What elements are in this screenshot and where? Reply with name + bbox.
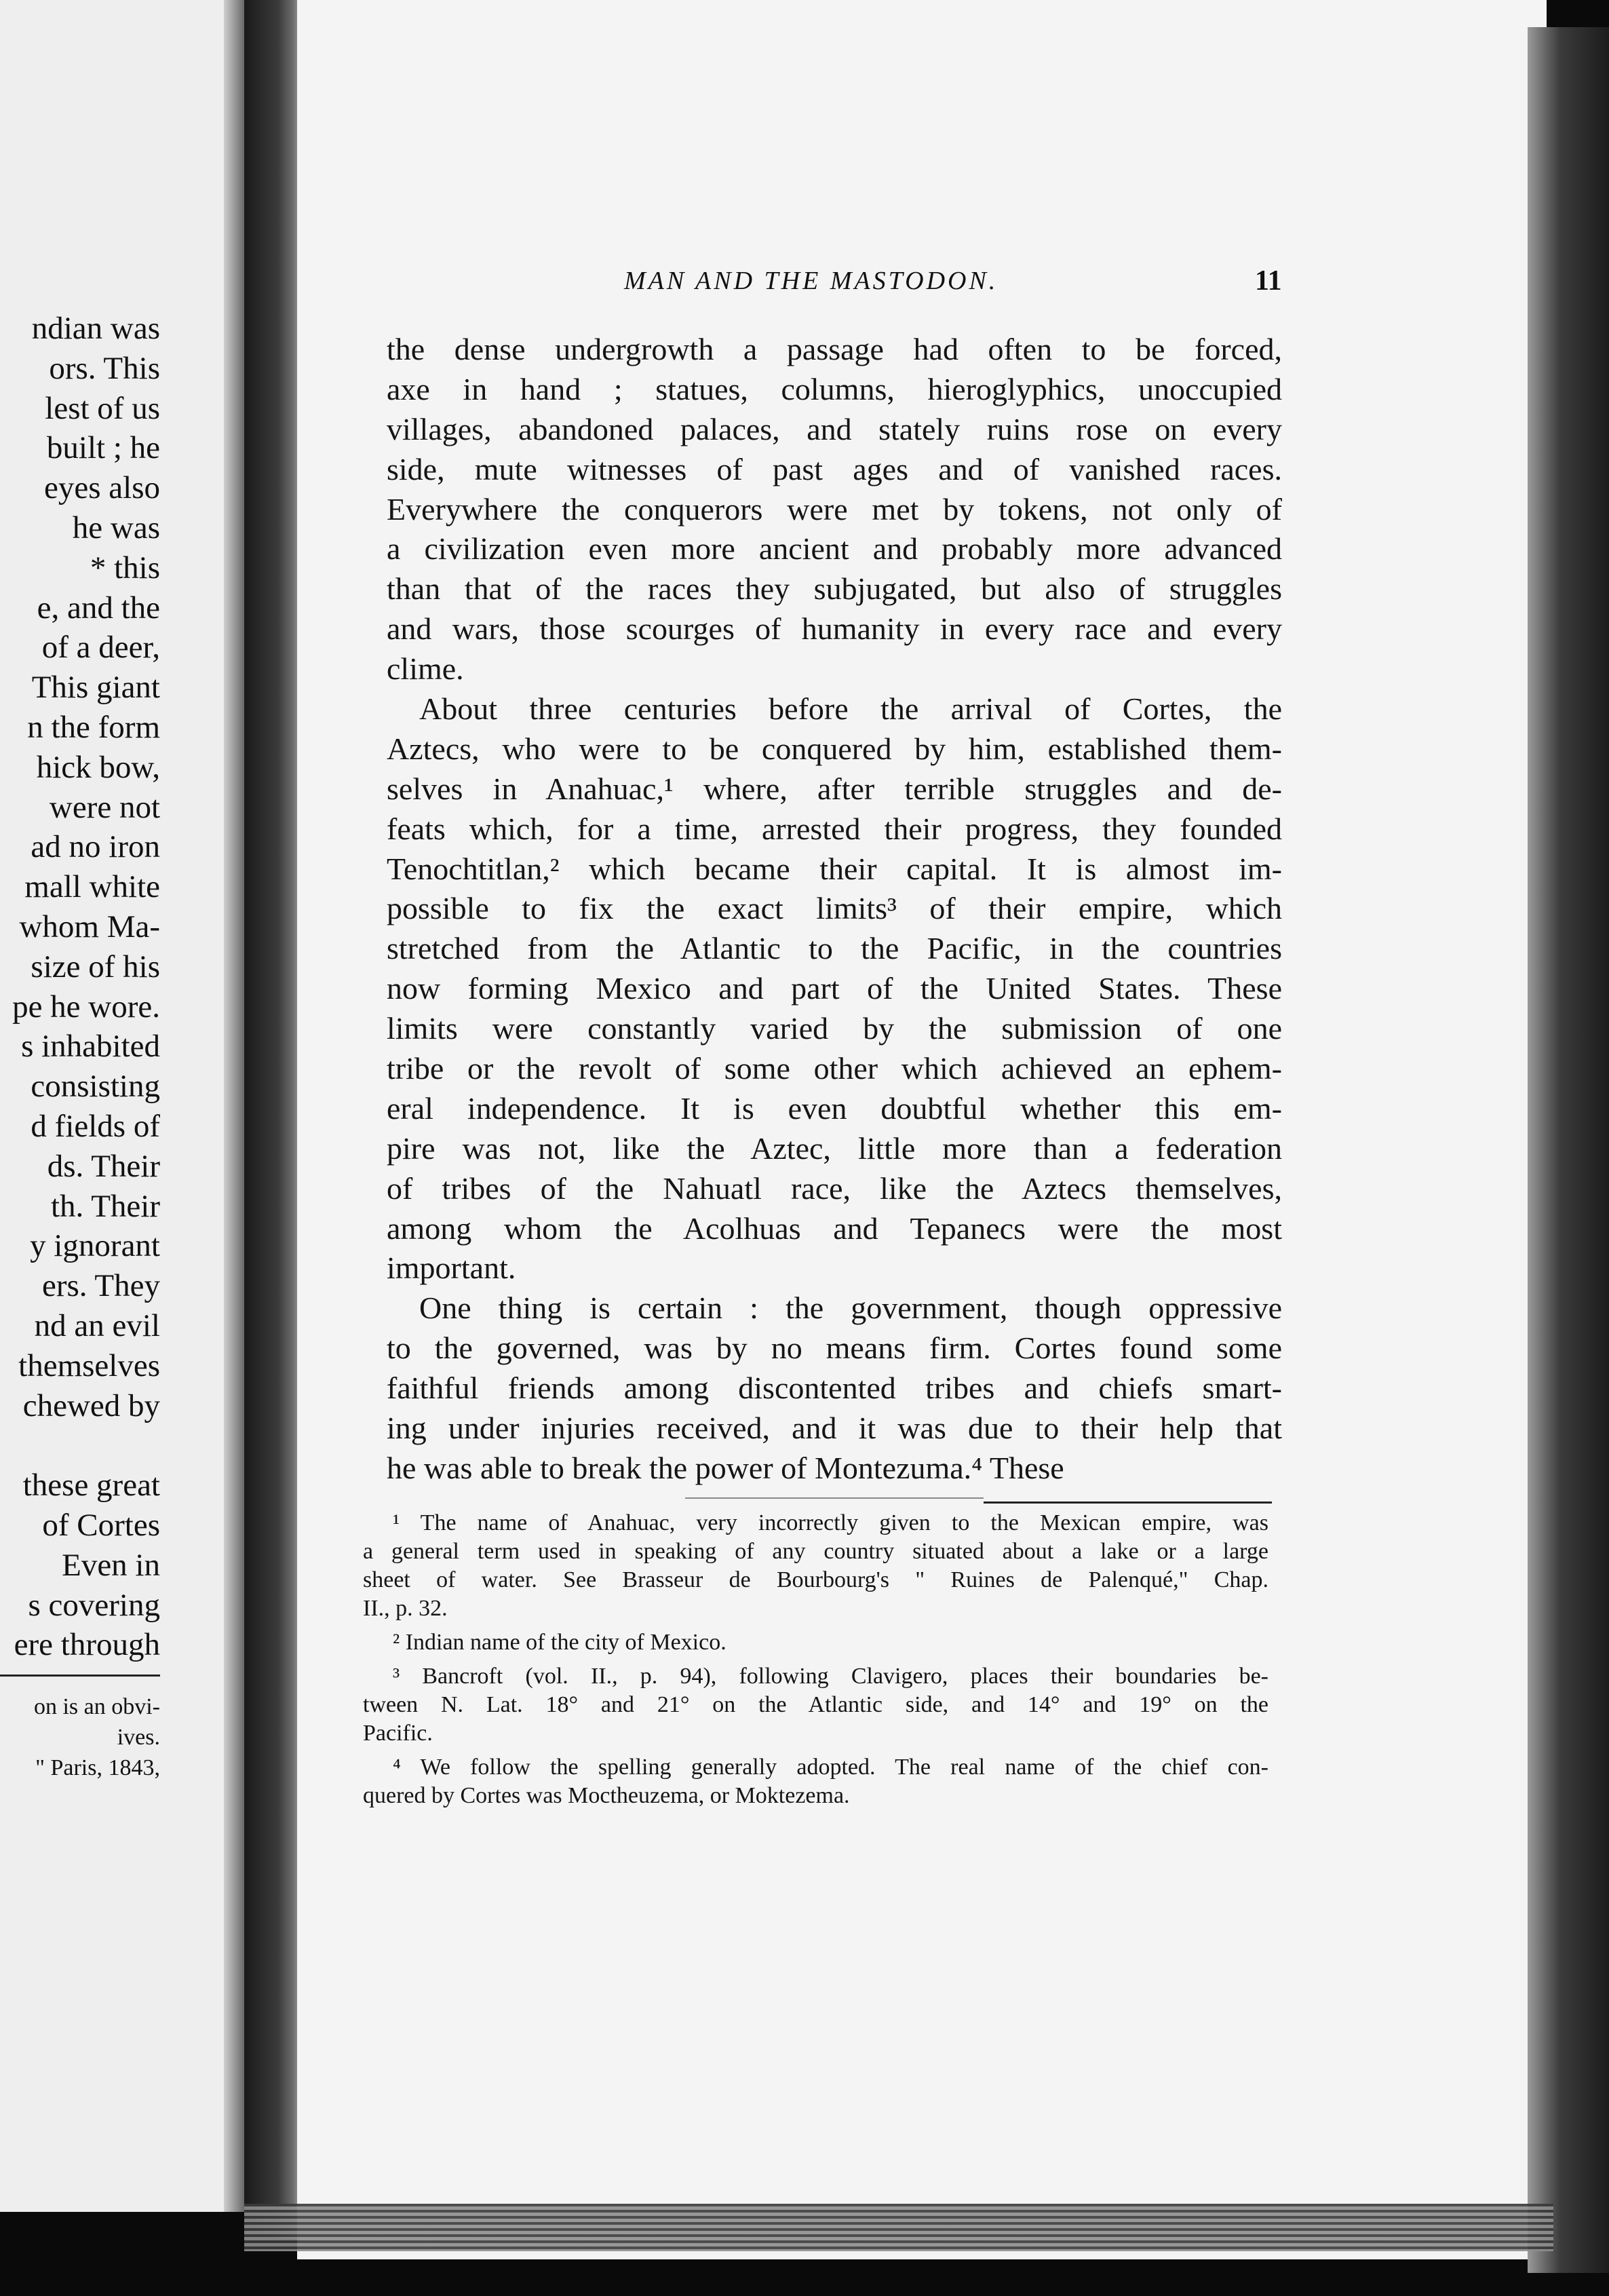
footnote-line: ⁴ We follow the spelling generally adopted. The real name of the chief con- [393, 1755, 1268, 1780]
text-line: the dense undergrowth a passage had often to be forced, [387, 332, 1282, 366]
facing-page-footnote-line: ives. [117, 1725, 160, 1750]
facing-page-line: e, and the [37, 590, 160, 626]
footnote-line: Pacific. [363, 1721, 433, 1746]
facing-page-line: these great [22, 1468, 160, 1504]
facing-page-line: consisting [31, 1069, 160, 1105]
facing-page-line: lest of us [45, 390, 160, 426]
text-line: eral independence. It is even doubtful whether this em- [387, 1090, 1282, 1126]
facing-page-line: s covering [28, 1587, 160, 1623]
facing-page-line: Even in [62, 1547, 160, 1583]
text-line: feats which, for a time, arrested their progress, they founded [387, 811, 1282, 846]
text-line: Tenochtitlan,² which became their capital. It is almost im- [387, 851, 1282, 886]
text-line: now forming Mexico and part of the United States. These [387, 971, 1282, 1006]
facing-page-line: ad no iron [31, 829, 160, 865]
footnote-spacer [363, 1748, 1268, 1753]
facing-page-line: size of his [31, 949, 160, 984]
footnote-spacer [363, 1657, 1268, 1662]
text-line: and wars, those scourges of humanity in every race and every [387, 611, 1282, 647]
footnote [363, 1509, 1268, 1623]
paragraph [387, 1288, 1282, 1488]
text-line: pire was not, like the Aztec, little more than a federation [387, 1130, 1282, 1166]
facing-page-line: built ; he [46, 430, 160, 466]
facing-page-line: * this [90, 550, 160, 586]
facing-page-line: he was [72, 510, 160, 546]
text-line: than that of the races they subjugated, but also of struggles [387, 571, 1282, 607]
facing-page-line: hick bow, [36, 749, 160, 785]
footnote-line: tween N. Lat. 18° and 21° on the Atlantic side, and 14° and 19° on the [363, 1692, 1268, 1717]
facing-page-line: ors. This [49, 350, 160, 386]
text-line: possible to fix the exact limits³ of their empire, which [387, 891, 1282, 926]
text-line: among whom the Acolhuas and Tepanecs were the most [387, 1210, 1282, 1246]
footnote-line: a general term used in speaking of any country situated about a lake or a large [363, 1539, 1268, 1564]
facing-page-footnote-rule [0, 1675, 160, 1677]
facing-page-line: s inhabited [21, 1029, 160, 1065]
facing-page-line: This giant [31, 670, 160, 706]
text-line: a civilization even more ancient and probably more advanced [387, 531, 1282, 567]
text-line: selves in Anahuac,¹ where, after terrible struggles and de- [387, 771, 1282, 806]
facing-page-line: of Cortes [42, 1507, 160, 1543]
facing-page-footnote-line: on is an obvi- [33, 1694, 160, 1719]
footnote [363, 1628, 1268, 1657]
footnote-rule [984, 1501, 1272, 1504]
page-stack-edge [244, 2204, 1553, 2251]
facing-page-footnote-line: " Paris, 1843, [35, 1755, 160, 1780]
text-line: axe in hand ; statues, columns, hieroglyphics, unoccupied [387, 371, 1282, 406]
footnote-line: II., p. 32. [363, 1596, 448, 1621]
facing-page-line: ere through [14, 1627, 160, 1663]
facing-page-line: eyes also [44, 470, 160, 506]
facing-page-shadow [224, 0, 244, 2212]
paragraph [387, 689, 1282, 1288]
footnote [363, 1753, 1268, 1810]
text-line: stretched from the Atlantic to the Pacific, in the countries [387, 931, 1282, 966]
facing-page-line: themselves [18, 1347, 160, 1383]
facing-page-line: whom Ma- [19, 908, 160, 944]
footnote-line: sheet of water. See Brasseur de Bourbourg's " Ruines de Palenqué," Chap. [363, 1567, 1268, 1592]
facing-page-line: chewed by [22, 1388, 160, 1423]
text-line: of tribes of the Nahuatl race, like the Aztecs themselves, [387, 1170, 1282, 1206]
text-line: limits were constantly varied by the submission of one [387, 1011, 1282, 1046]
text-line: important. [387, 1250, 516, 1286]
facing-page-line: ers. They [41, 1268, 160, 1304]
paragraph [387, 330, 1282, 689]
footnote-rule-faint [685, 1497, 984, 1499]
facing-page [0, 0, 244, 2212]
facing-page-line: pe he wore. [12, 989, 160, 1025]
footnote-spacer [363, 1623, 1268, 1628]
facing-page-line: d fields of [31, 1108, 160, 1144]
page-edge-shadow [1528, 27, 1609, 2273]
text-line: ing under injuries received, and it was due to their help that [387, 1411, 1282, 1446]
footnote-line: ² Indian name of the city of Mexico. [393, 1630, 726, 1655]
text-line: to the governed, was by no means firm. Cortes found some [387, 1331, 1282, 1366]
facing-page-line: y ignorant [30, 1228, 160, 1264]
footnote-line: ¹ The name of Anahuac, very incorrectly given to the Mexican empire, was [393, 1510, 1268, 1535]
facing-page-line: mall white [24, 869, 160, 905]
facing-page-text [0, 309, 160, 1665]
facing-page-line: ds. Their [47, 1148, 160, 1184]
footnote-line: quered by Cortes was Moctheuzema, or Moktezema. [363, 1783, 850, 1808]
facing-page-footnotes [0, 1691, 160, 1783]
text-line: One thing is certain : the government, though oppressive [419, 1290, 1282, 1326]
text-line: faithful friends among discontented tribes and chiefs smart- [387, 1371, 1282, 1406]
facing-page-line: were not [49, 789, 160, 825]
footnote [363, 1662, 1268, 1748]
running-head: MAN AND THE MASTODON. [624, 267, 999, 295]
body-text [387, 330, 1282, 1489]
page-number: 11 [1255, 265, 1282, 296]
text-line: About three centuries before the arrival of Cortes, the [419, 691, 1282, 727]
facing-page-line: n the form [27, 709, 160, 745]
facing-page-line: of a deer, [41, 630, 160, 666]
text-line: side, mute witnesses of past ages and of vanished races. [387, 451, 1282, 486]
text-line: villages, abandoned palaces, and stately ruins rose on every [387, 411, 1282, 446]
text-line: he was able to break the power of Montezuma.⁴ These [387, 1450, 1064, 1485]
facing-page-line: ndian was [31, 311, 160, 346]
facing-page-line [0, 1426, 160, 1466]
footnote-line: ³ Bancroft (vol. II., p. 94), following Clavigero, places their boundaries be- [393, 1664, 1268, 1689]
binding-gutter [244, 0, 305, 2239]
facing-page-line: nd an evil [34, 1307, 160, 1343]
text-line: tribe or the revolt of some other which achieved an ephem- [387, 1051, 1282, 1086]
facing-page-line: th. Their [51, 1188, 160, 1224]
text-line: clime. [387, 651, 464, 687]
text-line: Everywhere the conquerors were met by tokens, not only of [387, 491, 1282, 527]
text-line: Aztecs, who were to be conquered by him, established them- [387, 731, 1282, 766]
footnotes [363, 1509, 1268, 1810]
